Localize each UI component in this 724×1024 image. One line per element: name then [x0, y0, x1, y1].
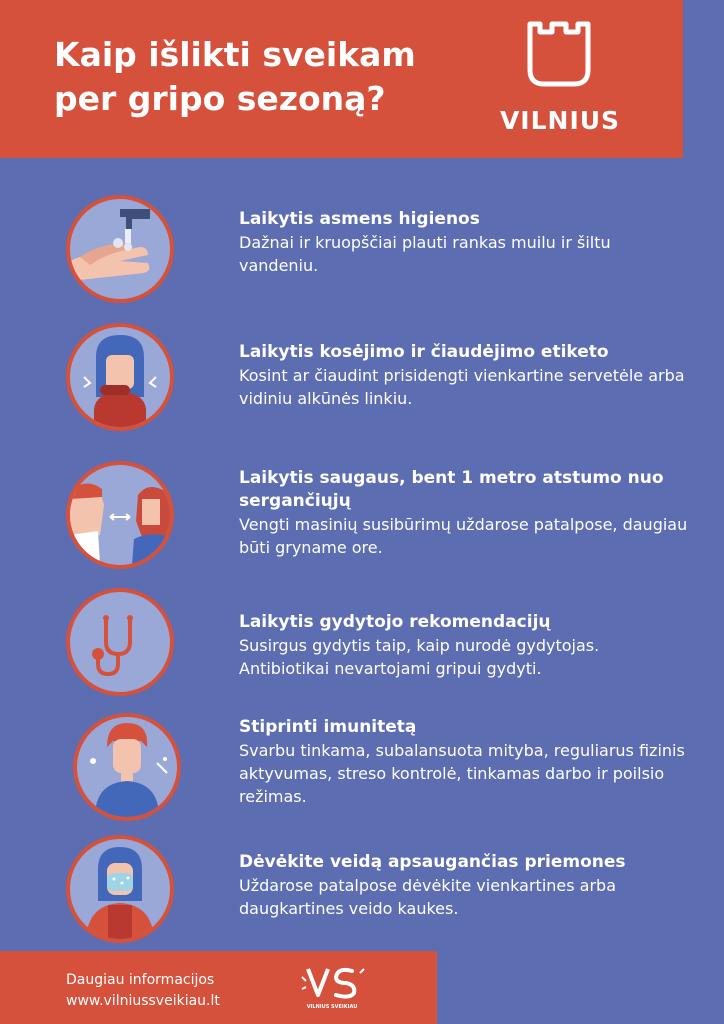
- stethoscope-icon: [66, 588, 174, 696]
- vs-logo-text: VILNIUS SVEIKIAU: [306, 1004, 358, 1010]
- tip-description: Vengti masinių susibūrimų uždarose patalpose, daugiau būti gryname ore.: [239, 515, 688, 557]
- tip-title: Laikytis kosėjimo ir čiaudėjimo etiketo: [239, 342, 609, 362]
- tip-title: Dėvėkite veidą apsaugančias priemones: [239, 852, 626, 872]
- tip-title: Laikytis asmens higienos: [239, 209, 480, 229]
- vs-logo-icon: [298, 963, 366, 1013]
- footer-info: [66, 970, 220, 1012]
- tip-description: Kosint ar čiaudint prisidengti vienkartine servetėle arba vidiniu alkūnės linkiu.: [239, 366, 685, 408]
- website-link[interactable]: www.vilniussveikiau.lt: [66, 993, 220, 1009]
- title-line-1: Kaip išlikti sveikam: [54, 35, 416, 74]
- tip-title: Laikytis saugaus, bent 1 metro atstumo nuo sergančiųjų: [239, 468, 664, 511]
- tip-description: Svarbu tinkama, subalansuota mityba, reguliarus fizinis aktyvumas, streso kontrolė, tinkamas darbo ir poilsio režimas.: [239, 741, 685, 806]
- footer-label: Daugiau informacijos: [66, 972, 215, 988]
- healthy-person-icon: [73, 713, 181, 821]
- page-title: [54, 33, 474, 121]
- tip-title: Laikytis gydytojo rekomendacijų: [239, 612, 551, 632]
- footer-banner: [0, 951, 437, 1024]
- coughing-person-icon: [66, 323, 174, 431]
- face-mask-icon: [66, 835, 174, 943]
- tip-title: Stiprinti imunitetą: [239, 717, 417, 737]
- distance-icon: [66, 461, 174, 569]
- castle-tower-icon: [524, 18, 594, 88]
- header-banner: [0, 0, 683, 158]
- tip-description: Dažnai ir kruopščiai plauti rankas muilu ir šiltu vandeniu.: [239, 233, 611, 275]
- tip-description: Uždarose patalpose dėvėkite vienkartines arba daugkartines veido kaukes.: [239, 876, 617, 918]
- logo-text: VILNIUS: [499, 106, 621, 135]
- tip-description: Susirgus gydytis taip, kaip nurodė gydytojas. Antibiotikai nevartojami gripui gydyti.: [239, 636, 600, 678]
- title-line-2: per gripo sezoną?: [54, 79, 386, 118]
- vilnius-sveikiau-logo: [298, 963, 366, 1013]
- vilnius-logo: [490, 18, 630, 138]
- handwashing-icon: [66, 195, 174, 303]
